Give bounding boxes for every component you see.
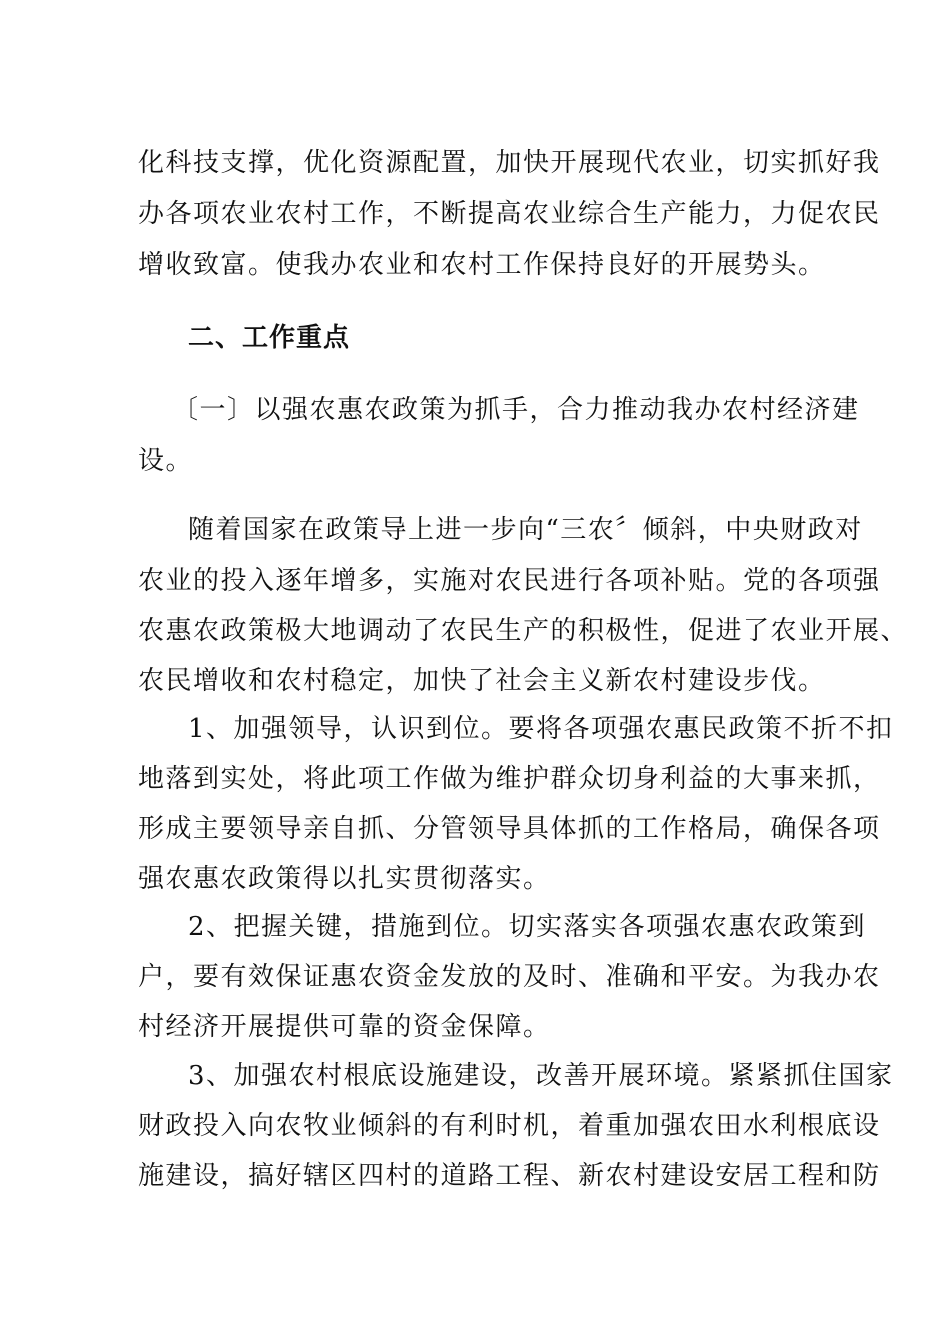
- body-text-line: 化科技支撑，优化资源配置，加快开展现代农业，切实抓好我: [138, 148, 881, 178]
- body-text-line: 村经济开展提供可靠的资金保障。: [138, 1012, 551, 1042]
- body-text-line: 施建设，搞好辖区四村的道路工程、新农村建设安居工程和防: [138, 1161, 881, 1191]
- body-text-line: 形成主要领导亲自抓、分管领导具体抓的工作格局，确保各项: [138, 814, 881, 844]
- body-text-line: 办各项农业农村工作，不断提高农业综合生产能力，力促农民: [138, 199, 881, 229]
- list-item-text: 1、加强领导，认识到位。要将各项强农惠民政策不折不扣: [188, 714, 894, 744]
- body-text-line: 随着国家在政策导上进一步向“三农〞倾斜，中央财政对: [188, 515, 863, 545]
- body-text-line: 地落到实处，将此项工作做为维护群众切身利益的大事来抓，: [138, 764, 881, 794]
- body-text-line: 户，要有效保证惠农资金发放的及时、准确和平安。为我办农: [138, 962, 881, 992]
- subsection-heading-continued: 设。: [138, 446, 194, 476]
- body-text-line: 财政投入向农牧业倾斜的有利时机，着重加强农田水利根底设: [138, 1111, 881, 1141]
- body-text-line: 农民增收和农村稳定，加快了社会主义新农村建设步伐。: [138, 666, 826, 696]
- section-heading: 二、工作重点: [188, 323, 351, 353]
- subsection-heading: 〔一〕以强农惠农政策为抓手，合力推动我办农村经济建: [172, 395, 860, 425]
- body-text-line: 强农惠农政策得以扎实贯彻落实。: [138, 864, 551, 894]
- list-item-text: 3、加强农村根底设施建设，改善开展环境。紧紧抓住国家: [188, 1061, 894, 1091]
- body-text-line: 增收致富。使我办农业和农村工作保持良好的开展势头。: [138, 250, 826, 280]
- body-text-line: 农惠农政策极大地调动了农民生产的积极性，促进了农业开展、: [138, 616, 909, 646]
- body-text-line: 农业的投入逐年增多，实施对农民进行各项补贴。党的各项强: [138, 566, 881, 596]
- list-item-text: 2、把握关键，措施到位。切实落实各项强农惠农政策到: [188, 912, 867, 942]
